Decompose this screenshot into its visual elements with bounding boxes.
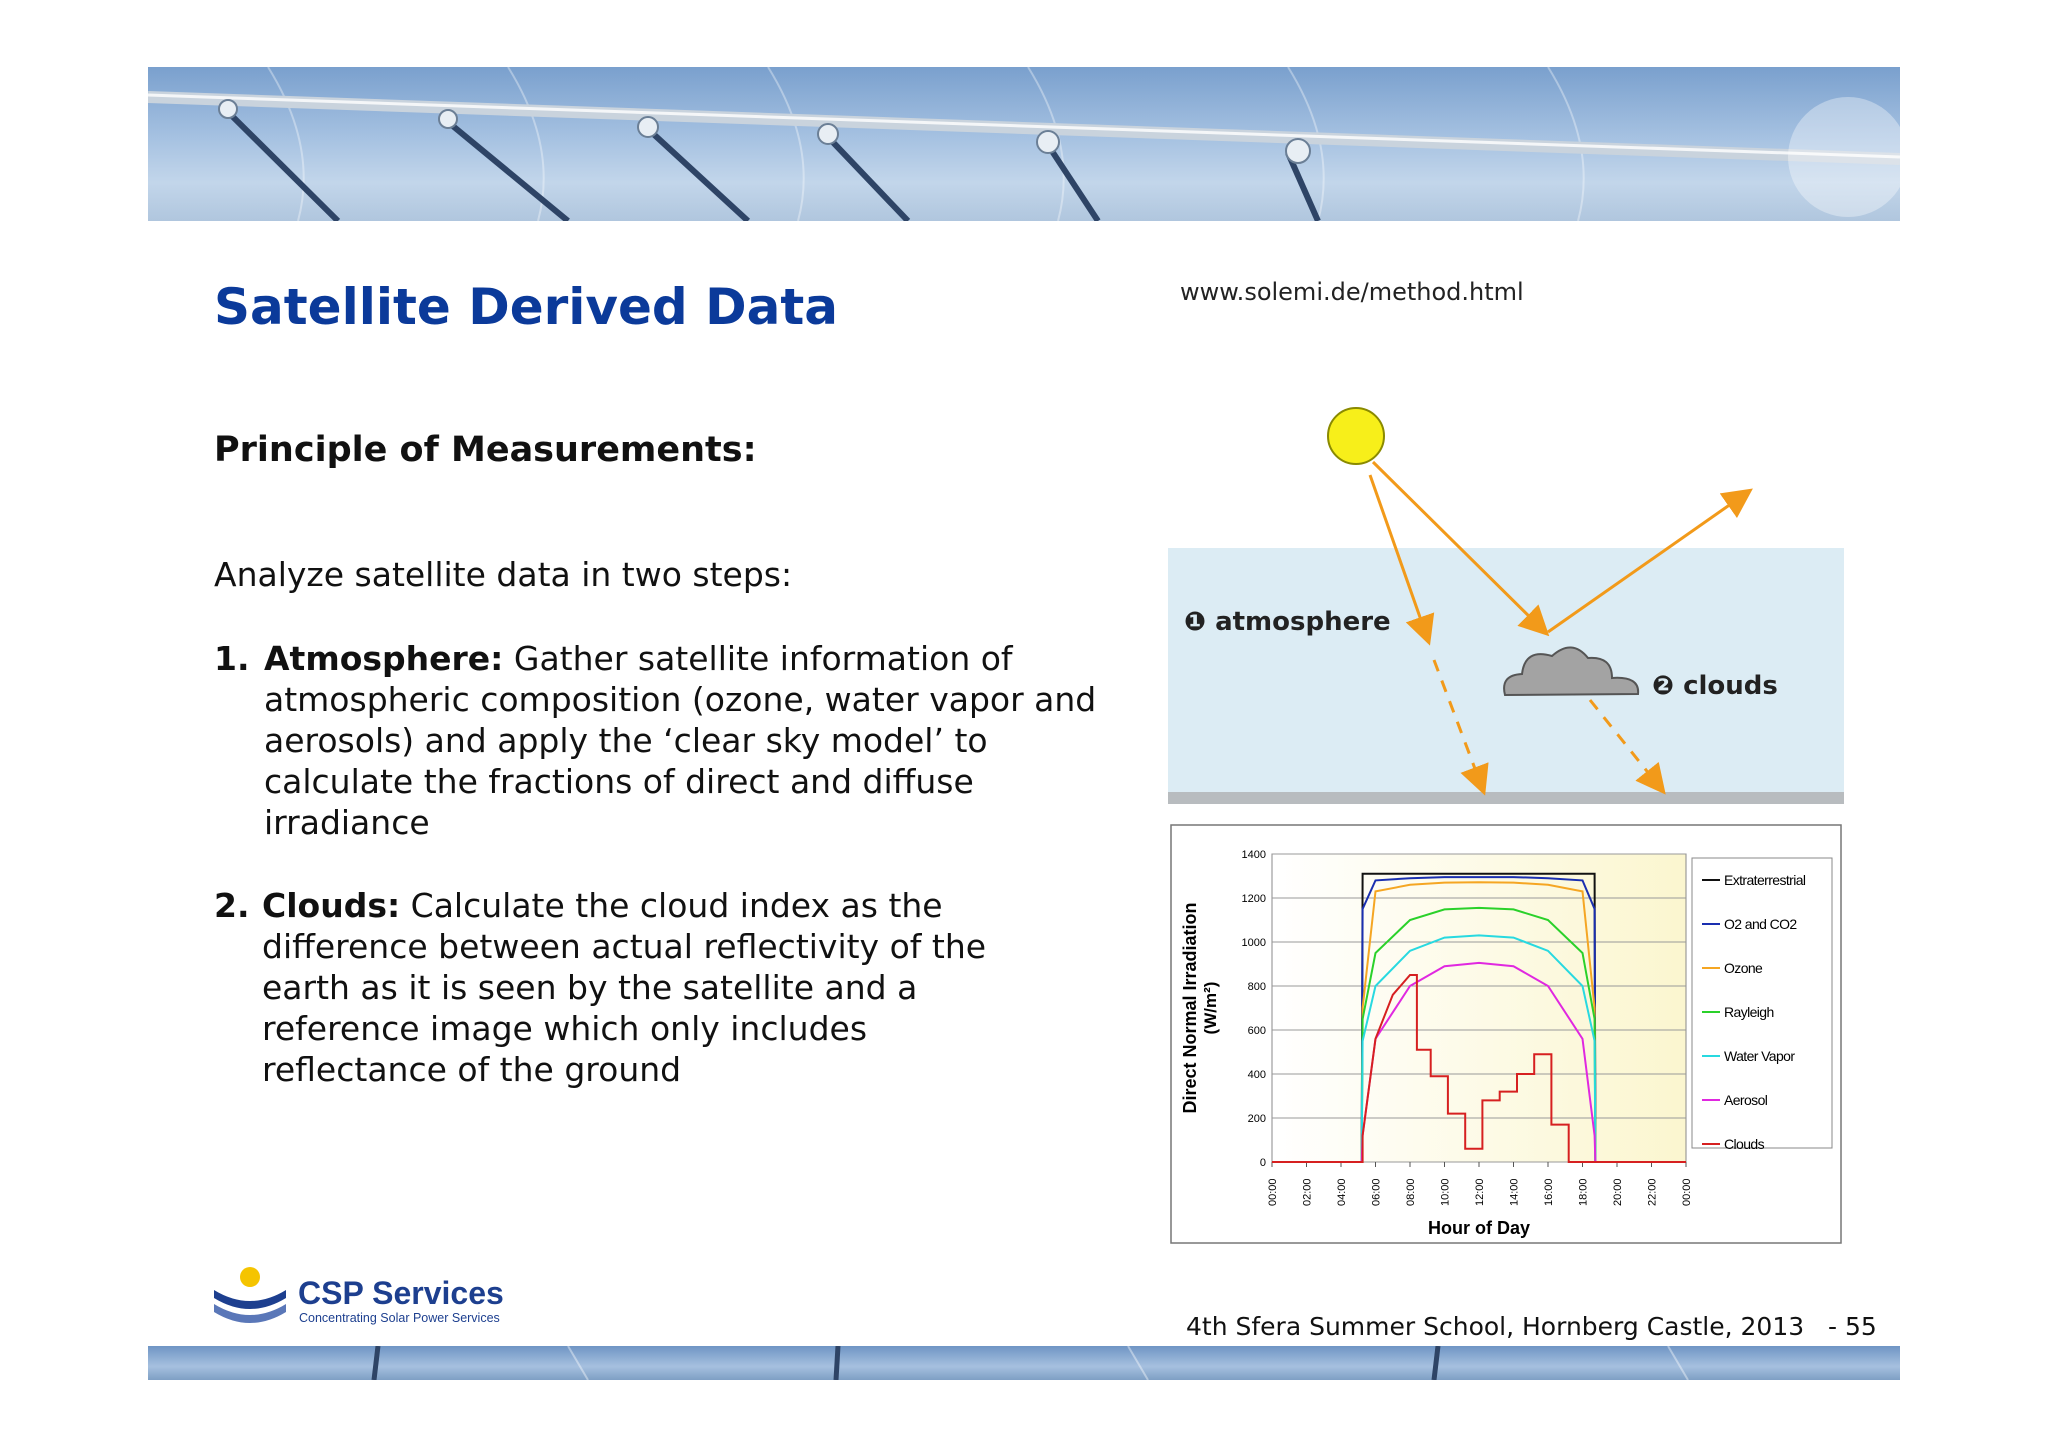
header-banner-image xyxy=(148,67,1900,221)
section-subtitle: Principle of Measurements: xyxy=(214,430,757,470)
source-url: www.solemi.de/method.html xyxy=(1180,278,1524,306)
x-tick-label: 16:00 xyxy=(1543,1178,1555,1206)
parabolic-trough-photo xyxy=(148,67,1900,221)
step-clouds xyxy=(214,885,1114,1090)
x-tick-label: 02:00 xyxy=(1301,1178,1314,1206)
y-axis-label: Direct Normal Irradiation xyxy=(1180,902,1200,1114)
y-tick-label: 600 xyxy=(1247,1025,1266,1037)
step-text: Calculate the cloud index as the difference between actual reflectivity of the earth as it is seen by the satellite and a reference image which only includes reflectance of the ground xyxy=(262,886,987,1089)
measurement-diagram xyxy=(1160,400,1860,810)
y-tick-label: 400 xyxy=(1247,1069,1266,1081)
trough-strip-photo xyxy=(148,1346,1900,1380)
legend-label: Water Vapor xyxy=(1724,1048,1795,1064)
y-tick-label: 0 xyxy=(1259,1157,1266,1169)
dni-chart xyxy=(1170,824,1842,1244)
legend-label: Rayleigh xyxy=(1724,1004,1774,1020)
step-atmosphere xyxy=(214,638,1114,843)
step-heading: Atmosphere: xyxy=(264,639,504,678)
page-number: - 55 xyxy=(1827,1312,1877,1341)
x-tick-label: 18:00 xyxy=(1577,1178,1590,1206)
y-tick-label: 1000 xyxy=(1241,937,1266,949)
logo-tagline: Concentrating Solar Power Services xyxy=(299,1311,500,1325)
legend-label: O2 and CO2 xyxy=(1724,916,1797,932)
slide-title: Satellite Derived Data xyxy=(214,278,838,336)
x-axis-label: Hour of Day xyxy=(1427,1218,1531,1238)
y-tick-label: 1400 xyxy=(1241,849,1266,861)
legend-label: Clouds xyxy=(1724,1136,1764,1152)
logo-wave-icon xyxy=(214,1290,286,1309)
step-number: 1. xyxy=(214,639,250,678)
step-body xyxy=(264,638,1114,843)
y-tick-label: 200 xyxy=(1247,1113,1266,1125)
footer-event: 4th Sfera Summer School, Hornberg Castle, 2013 xyxy=(1186,1312,1805,1341)
x-tick-label: 22:00 xyxy=(1646,1178,1659,1206)
x-tick-label: 08:00 xyxy=(1405,1178,1417,1206)
step-text: Gather satellite information of atmospheric composition (ozone, water vapor and aerosols) and apply the ‘clear sky model’ to calculate the fractions of direct and diffuse irradiance xyxy=(264,639,1097,842)
x-tick-label: 20:00 xyxy=(1612,1178,1624,1206)
plot-area xyxy=(1272,854,1686,1162)
intro-text: Analyze satellite data in two steps: xyxy=(214,555,793,594)
sun-icon xyxy=(1328,408,1384,464)
ground-surface xyxy=(1168,792,1844,804)
logo-sun-icon xyxy=(240,1267,260,1287)
y-tick-label: 800 xyxy=(1247,981,1266,993)
label-clouds: ❷ clouds xyxy=(1652,671,1778,701)
x-tick-label: 10:00 xyxy=(1439,1178,1452,1206)
x-tick-label: 12:00 xyxy=(1474,1178,1486,1206)
step-heading: Clouds: xyxy=(262,886,401,925)
slide-footer xyxy=(1186,1312,1877,1341)
legend-label: Aerosol xyxy=(1724,1092,1768,1108)
x-tick-label: 00:00 xyxy=(1267,1178,1279,1206)
y-axis-unit: (W/m²) xyxy=(1201,981,1220,1035)
legend-label: Ozone xyxy=(1724,960,1763,976)
x-tick-label: 14:00 xyxy=(1508,1178,1521,1206)
label-atmosphere: ❶ atmosphere xyxy=(1184,607,1391,637)
x-tick-label: 04:00 xyxy=(1336,1178,1348,1206)
step-body xyxy=(262,885,1062,1090)
x-tick-label: 00:00 xyxy=(1681,1178,1693,1206)
csp-services-logo xyxy=(212,1262,512,1332)
legend-label: Extraterrestrial xyxy=(1724,872,1806,888)
step-number: 2. xyxy=(214,886,250,925)
y-tick-label: 1200 xyxy=(1241,893,1266,905)
x-tick-label: 06:00 xyxy=(1370,1178,1383,1206)
logo-name: CSP Services xyxy=(298,1275,504,1311)
footer-banner-image xyxy=(148,1346,1900,1380)
